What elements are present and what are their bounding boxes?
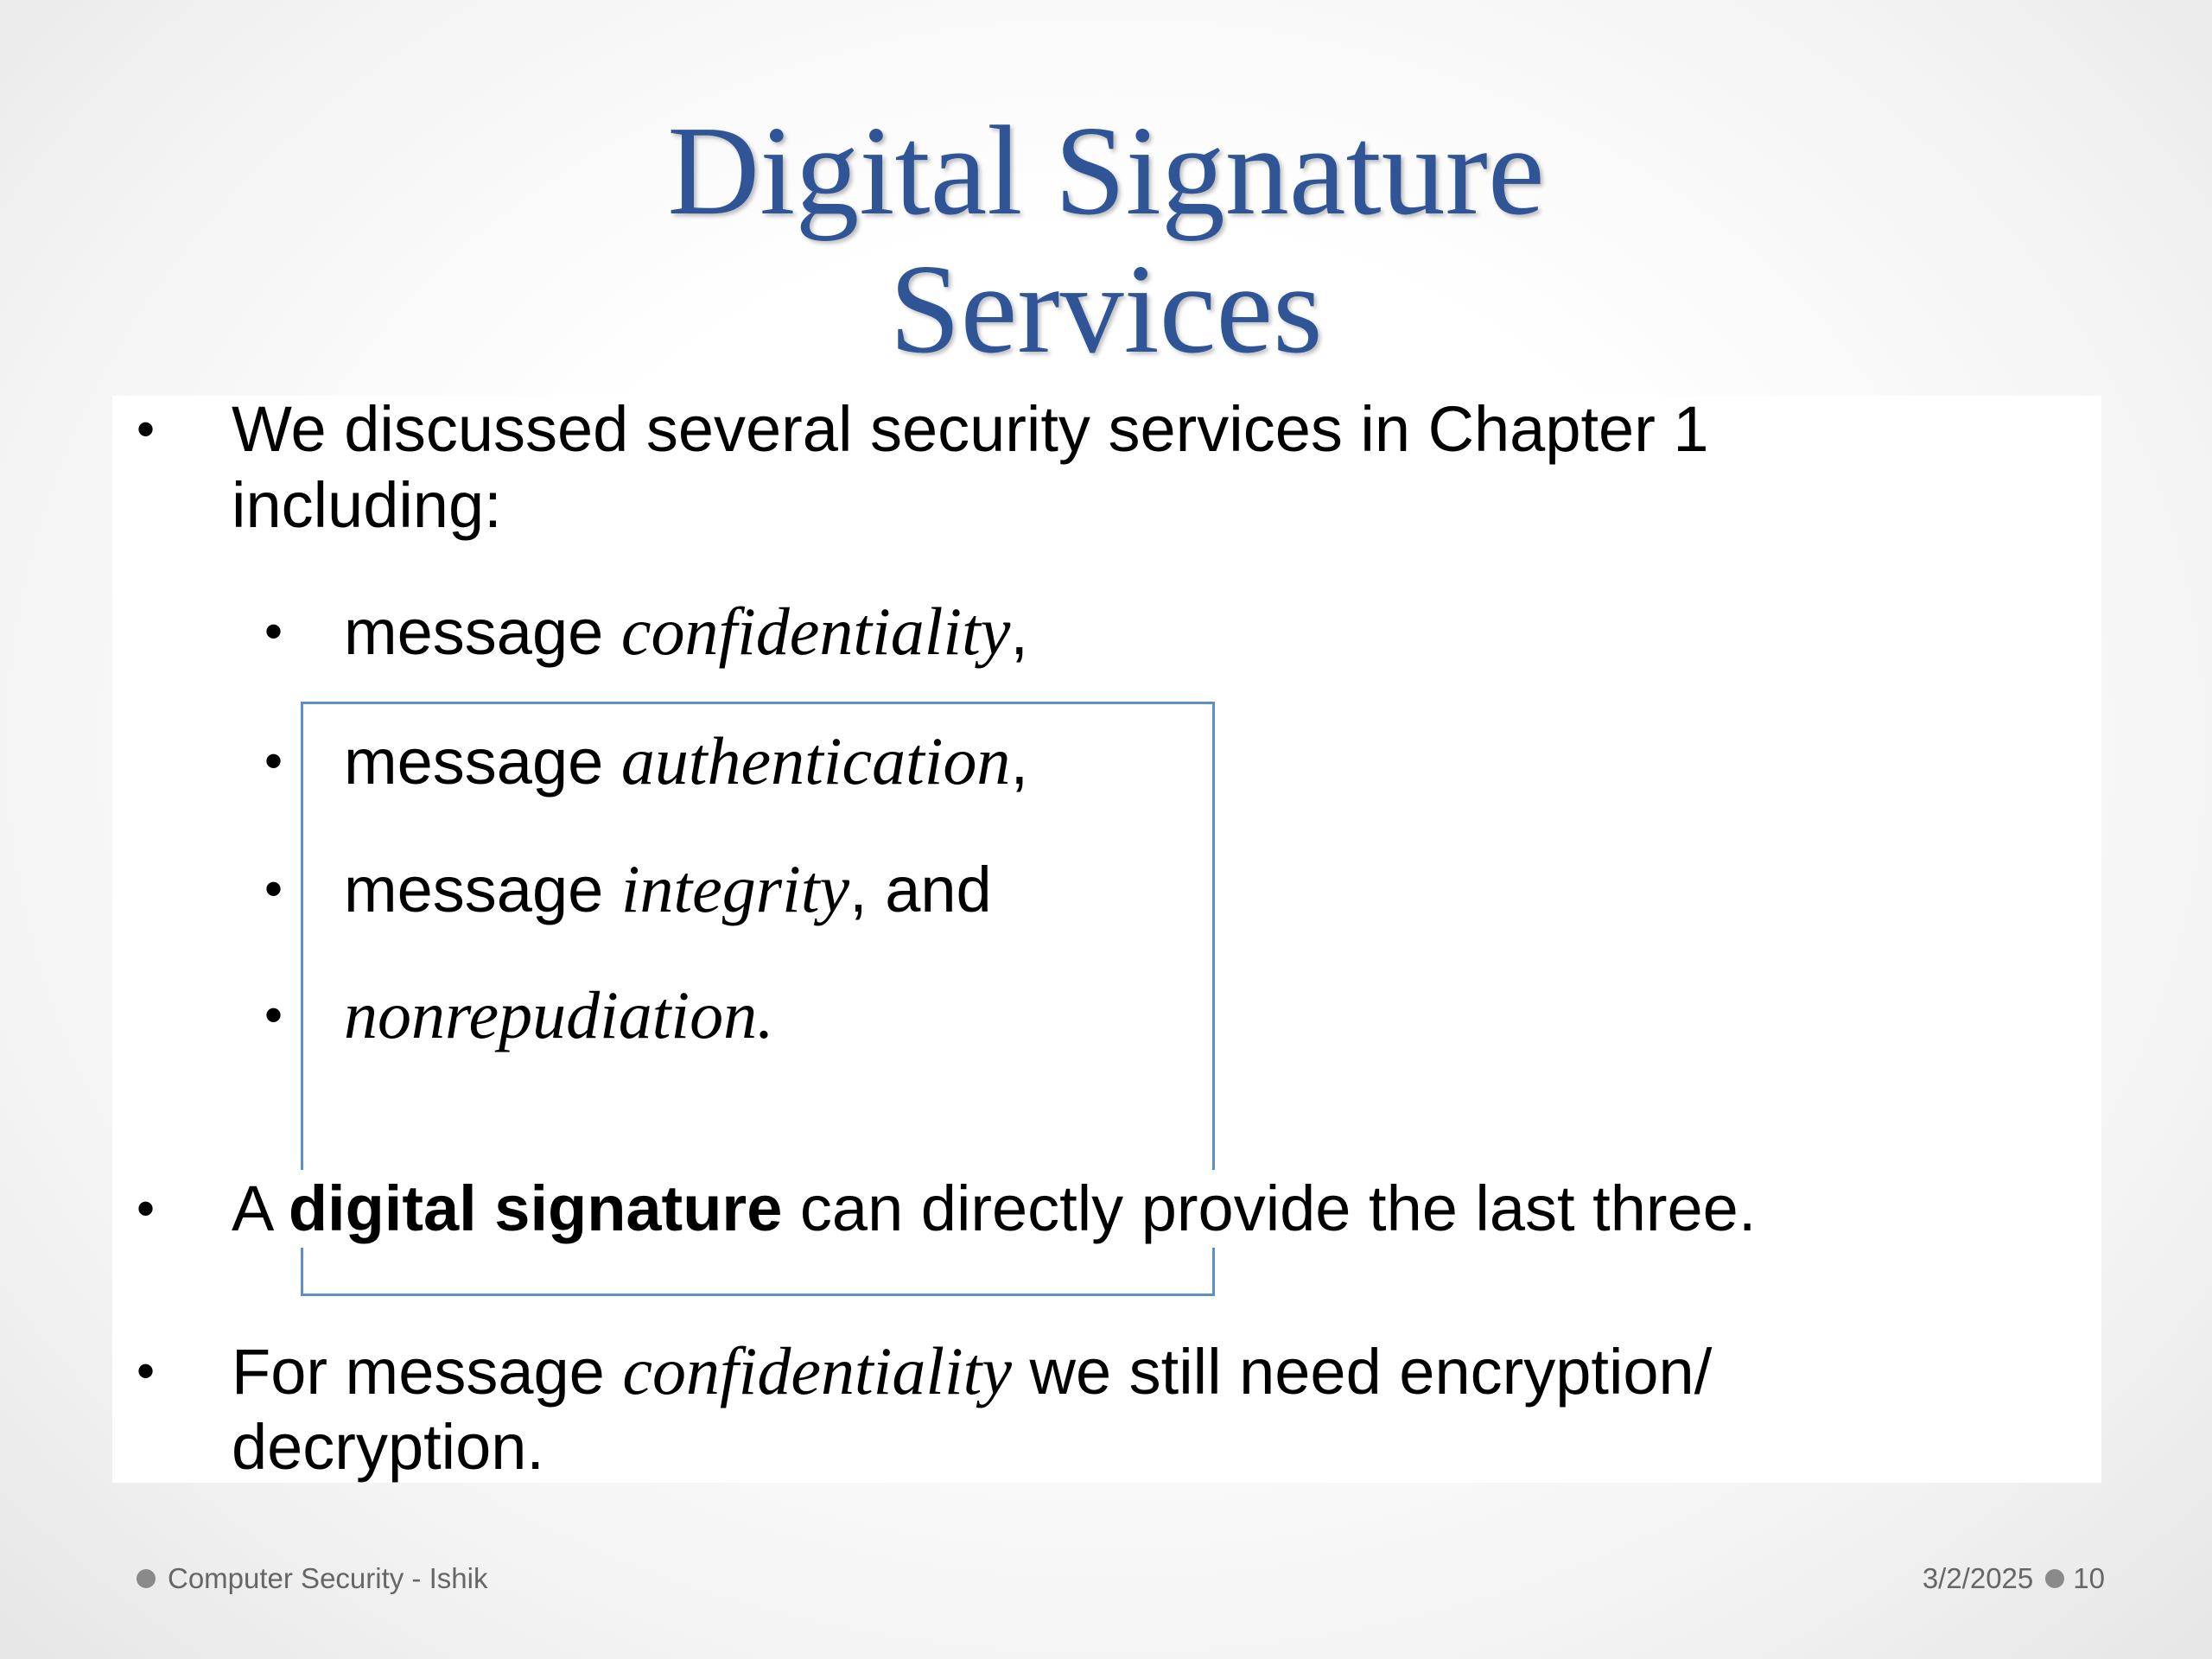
sub-bullet-marker: • bbox=[264, 602, 283, 660]
bullet-1-line-1: We discussed several security services in Chapter 1 bbox=[232, 393, 1709, 465]
slide-title bbox=[0, 102, 2212, 378]
footer-right bbox=[1923, 1562, 2105, 1595]
sub-bullet-emphasis: nonrepudiation bbox=[344, 977, 758, 1052]
footer-page-number: 10 bbox=[2073, 1562, 2105, 1594]
sub-bullet-emphasis: confidentiality bbox=[620, 594, 1011, 669]
sub-bullet-tail: . bbox=[757, 977, 774, 1052]
footer-date: 3/2/2025 bbox=[1922, 1562, 2034, 1594]
slide-title-line2: Services bbox=[889, 238, 1323, 380]
sub-bullet-text: message bbox=[344, 854, 621, 925]
bullet-1-line-2: including: bbox=[232, 469, 502, 541]
sub-bullet-tail: , and bbox=[849, 854, 992, 925]
sub-bullet-text: message bbox=[344, 726, 621, 798]
bullet-2-prefix: A bbox=[232, 1173, 289, 1244]
footer-left bbox=[137, 1562, 487, 1595]
bullet-2-suffix: can directly provide the last three. bbox=[782, 1173, 1757, 1244]
bullet-marker: • bbox=[137, 1342, 156, 1400]
bullet-marker: • bbox=[137, 1179, 156, 1237]
bullet-3-prefix: For message bbox=[232, 1336, 623, 1408]
sub-bullet-marker: • bbox=[264, 732, 283, 790]
bullet-3-line-1 bbox=[232, 1332, 1712, 1411]
bullet-3-suffix: we still need encryption/ bbox=[1011, 1336, 1713, 1408]
footer-dot-icon bbox=[137, 1569, 156, 1588]
sub-bullet-tail: , bbox=[1010, 726, 1028, 798]
sub-bullet-confidentiality bbox=[344, 593, 1028, 671]
bullet-2 bbox=[232, 1170, 1756, 1248]
sub-bullet-tail: , bbox=[1010, 596, 1028, 668]
slide-title-line1: Digital Signature bbox=[667, 100, 1545, 242]
bullet-3-line-2: decryption. bbox=[232, 1411, 544, 1483]
bullet-2-bold: digital signature bbox=[288, 1173, 783, 1244]
footer-course-title: Computer Security - Ishik bbox=[168, 1562, 488, 1594]
sub-bullet-emphasis: authentication bbox=[620, 723, 1011, 798]
sub-bullet-marker: • bbox=[264, 860, 283, 918]
bullet-3-emphasis: confidentiality bbox=[622, 1333, 1012, 1408]
sub-bullet-text: message bbox=[344, 596, 621, 668]
bullet-marker: • bbox=[137, 400, 156, 458]
footer-dot-icon bbox=[2045, 1569, 2064, 1588]
sub-bullet-marker: • bbox=[264, 986, 283, 1044]
sub-bullet-emphasis: integrity bbox=[620, 851, 850, 926]
